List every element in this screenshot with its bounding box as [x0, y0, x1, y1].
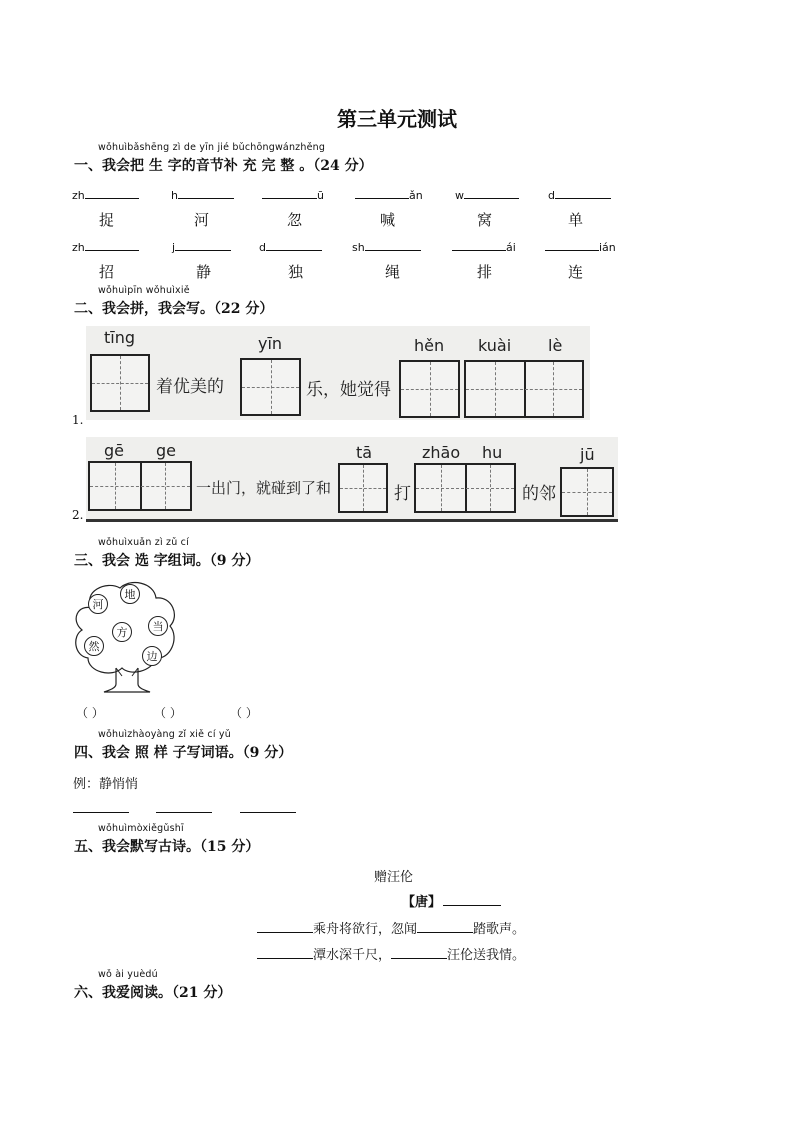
blank-item[interactable]: d	[548, 187, 611, 202]
apple-option[interactable]: 当	[148, 616, 168, 636]
section-3-label: 三、我会 选 字组词。	[74, 553, 210, 569]
pinyin-label: lè	[548, 336, 563, 355]
pinyin-label: yīn	[258, 334, 283, 353]
pinyin-label: hěn	[414, 336, 445, 355]
sentence-text: 乐，她觉得	[306, 380, 391, 400]
blank-item[interactable]: ái	[452, 239, 516, 254]
apple-option[interactable]: 河	[88, 594, 108, 614]
pinyin-label: gē	[104, 441, 124, 460]
blank-item[interactable]: ián	[545, 239, 616, 254]
pinyin-label: zhāo	[422, 443, 461, 462]
blank-item[interactable]: ū	[262, 187, 324, 202]
example-text: 例：静悄悄	[73, 777, 139, 792]
pinyin-label: tā	[356, 443, 373, 462]
section-2-heading	[74, 285, 274, 318]
item-number: 2.	[72, 508, 84, 522]
writing-grid[interactable]	[338, 463, 388, 513]
section-5-score: （15 分）	[200, 839, 260, 855]
pinyin-label: tīng	[104, 328, 136, 347]
pinyin-label: ge	[156, 441, 176, 460]
section-2-label: 二、我会拼，我会写。	[74, 301, 214, 317]
answer-parentheses[interactable]: （ ）	[230, 706, 258, 720]
poem-author-line	[402, 891, 501, 910]
q1-char: 排	[477, 263, 493, 281]
q2-item-2-image	[86, 437, 618, 522]
blank-item[interactable]: zh	[72, 239, 139, 254]
q1-char: 招	[99, 263, 115, 281]
writing-grid-double[interactable]	[464, 360, 584, 418]
answer-line[interactable]	[240, 812, 296, 813]
section-1-label: 一、我会把 生 字的音节补 充 完 整 。	[74, 158, 314, 174]
blank-item[interactable]: sh	[352, 239, 421, 254]
answer-line[interactable]	[156, 812, 212, 813]
page-title: 第三单元测试	[337, 107, 457, 131]
section-3-pinyin: wǒhuìxuǎn zì zǔ cí	[98, 537, 189, 548]
apple-option[interactable]: 然	[84, 636, 104, 656]
section-5-heading	[74, 823, 260, 856]
poem-line-1: 乘舟将欲行，忽闻 踏歌声。	[257, 918, 525, 937]
blank-item[interactable]: j	[172, 239, 231, 254]
answer-parentheses[interactable]: （ ）	[76, 706, 104, 720]
section-3-score: （9 分）	[209, 553, 260, 569]
q1-char: 绳	[385, 263, 401, 281]
section-5-pinyin: wǒhuìmòxiěgǔshī	[98, 823, 184, 834]
blank-item[interactable]: zh	[72, 187, 139, 202]
q1-char: 喊	[380, 211, 396, 229]
section-6-score: （21 分）	[172, 985, 232, 1001]
q1-char: 河	[194, 211, 210, 229]
section-4-score: （9 分）	[242, 745, 293, 761]
section-1-score: （24 分）	[313, 158, 373, 174]
q1-char: 捉	[99, 211, 115, 229]
sentence-text: 的邻	[522, 484, 556, 504]
apple-option[interactable]: 地	[120, 584, 140, 604]
poem-title: 赠汪伦	[374, 870, 414, 885]
pinyin-label: kuài	[478, 336, 512, 355]
pinyin-label: jū	[580, 445, 595, 464]
section-3-heading	[74, 537, 260, 570]
sentence-text: 打	[394, 484, 411, 504]
apple-option[interactable]: 方	[112, 622, 132, 642]
blank-item[interactable]: ǎn	[355, 187, 423, 202]
section-6-heading	[74, 969, 232, 1002]
q1-char: 忽	[287, 211, 303, 229]
author-blank[interactable]	[443, 894, 501, 906]
apple-tree-image	[72, 580, 182, 696]
section-2-score: （22 分）	[214, 301, 274, 317]
q1-char: 窝	[477, 211, 493, 229]
section-1-pinyin: wǒhuìbǎshēng zì de yīn jié bǔchōngwánzhěng	[98, 142, 326, 153]
q1-char: 静	[196, 263, 212, 281]
writing-grid[interactable]	[240, 358, 301, 416]
section-5-label: 五、我会默写古诗。	[74, 839, 200, 855]
q1-char: 独	[288, 263, 304, 281]
sentence-text: 着优美的	[156, 377, 224, 397]
blank-item[interactable]: h	[171, 187, 234, 202]
sentence-text: 一出门，就碰到了和	[196, 479, 332, 497]
q1-char: 连	[568, 263, 584, 281]
writing-grid[interactable]	[399, 360, 460, 418]
section-4-heading	[74, 729, 293, 762]
poem-blank[interactable]	[257, 947, 313, 959]
poem-dynasty: 【唐】	[402, 895, 442, 910]
writing-grid[interactable]	[90, 354, 150, 412]
writing-grid-double[interactable]	[414, 463, 516, 513]
blank-item[interactable]: d	[259, 239, 322, 254]
poem-blank[interactable]	[257, 921, 313, 933]
poem-blank[interactable]	[391, 947, 447, 959]
section-1-heading	[74, 142, 373, 175]
writing-grid[interactable]	[560, 467, 614, 517]
pinyin-label: hu	[482, 443, 503, 462]
answer-parentheses[interactable]: （ ）	[154, 706, 182, 720]
answer-line[interactable]	[73, 812, 129, 813]
writing-grid-double[interactable]	[88, 461, 192, 511]
section-2-pinyin: wǒhuìpīn wǒhuìxiě	[98, 285, 190, 296]
section-6-pinyin: wǒ ài yuèdú	[98, 969, 158, 980]
blank-item[interactable]: w	[455, 187, 519, 202]
q2-item-1-image	[86, 326, 590, 420]
poem-line-2: 潭水深千尺， 汪伦送我情。	[257, 944, 525, 963]
item-number: 1.	[72, 413, 84, 427]
section-4-label: 四、我会 照 样 子写词语。	[74, 745, 243, 761]
apple-option[interactable]: 边	[142, 646, 162, 666]
poem-blank[interactable]	[417, 921, 473, 933]
section-6-label: 六、我爱阅读。	[74, 985, 172, 1001]
section-4-pinyin: wǒhuìzhàoyàng zǐ xiě cí yǔ	[98, 729, 231, 740]
q1-char: 单	[568, 211, 584, 229]
